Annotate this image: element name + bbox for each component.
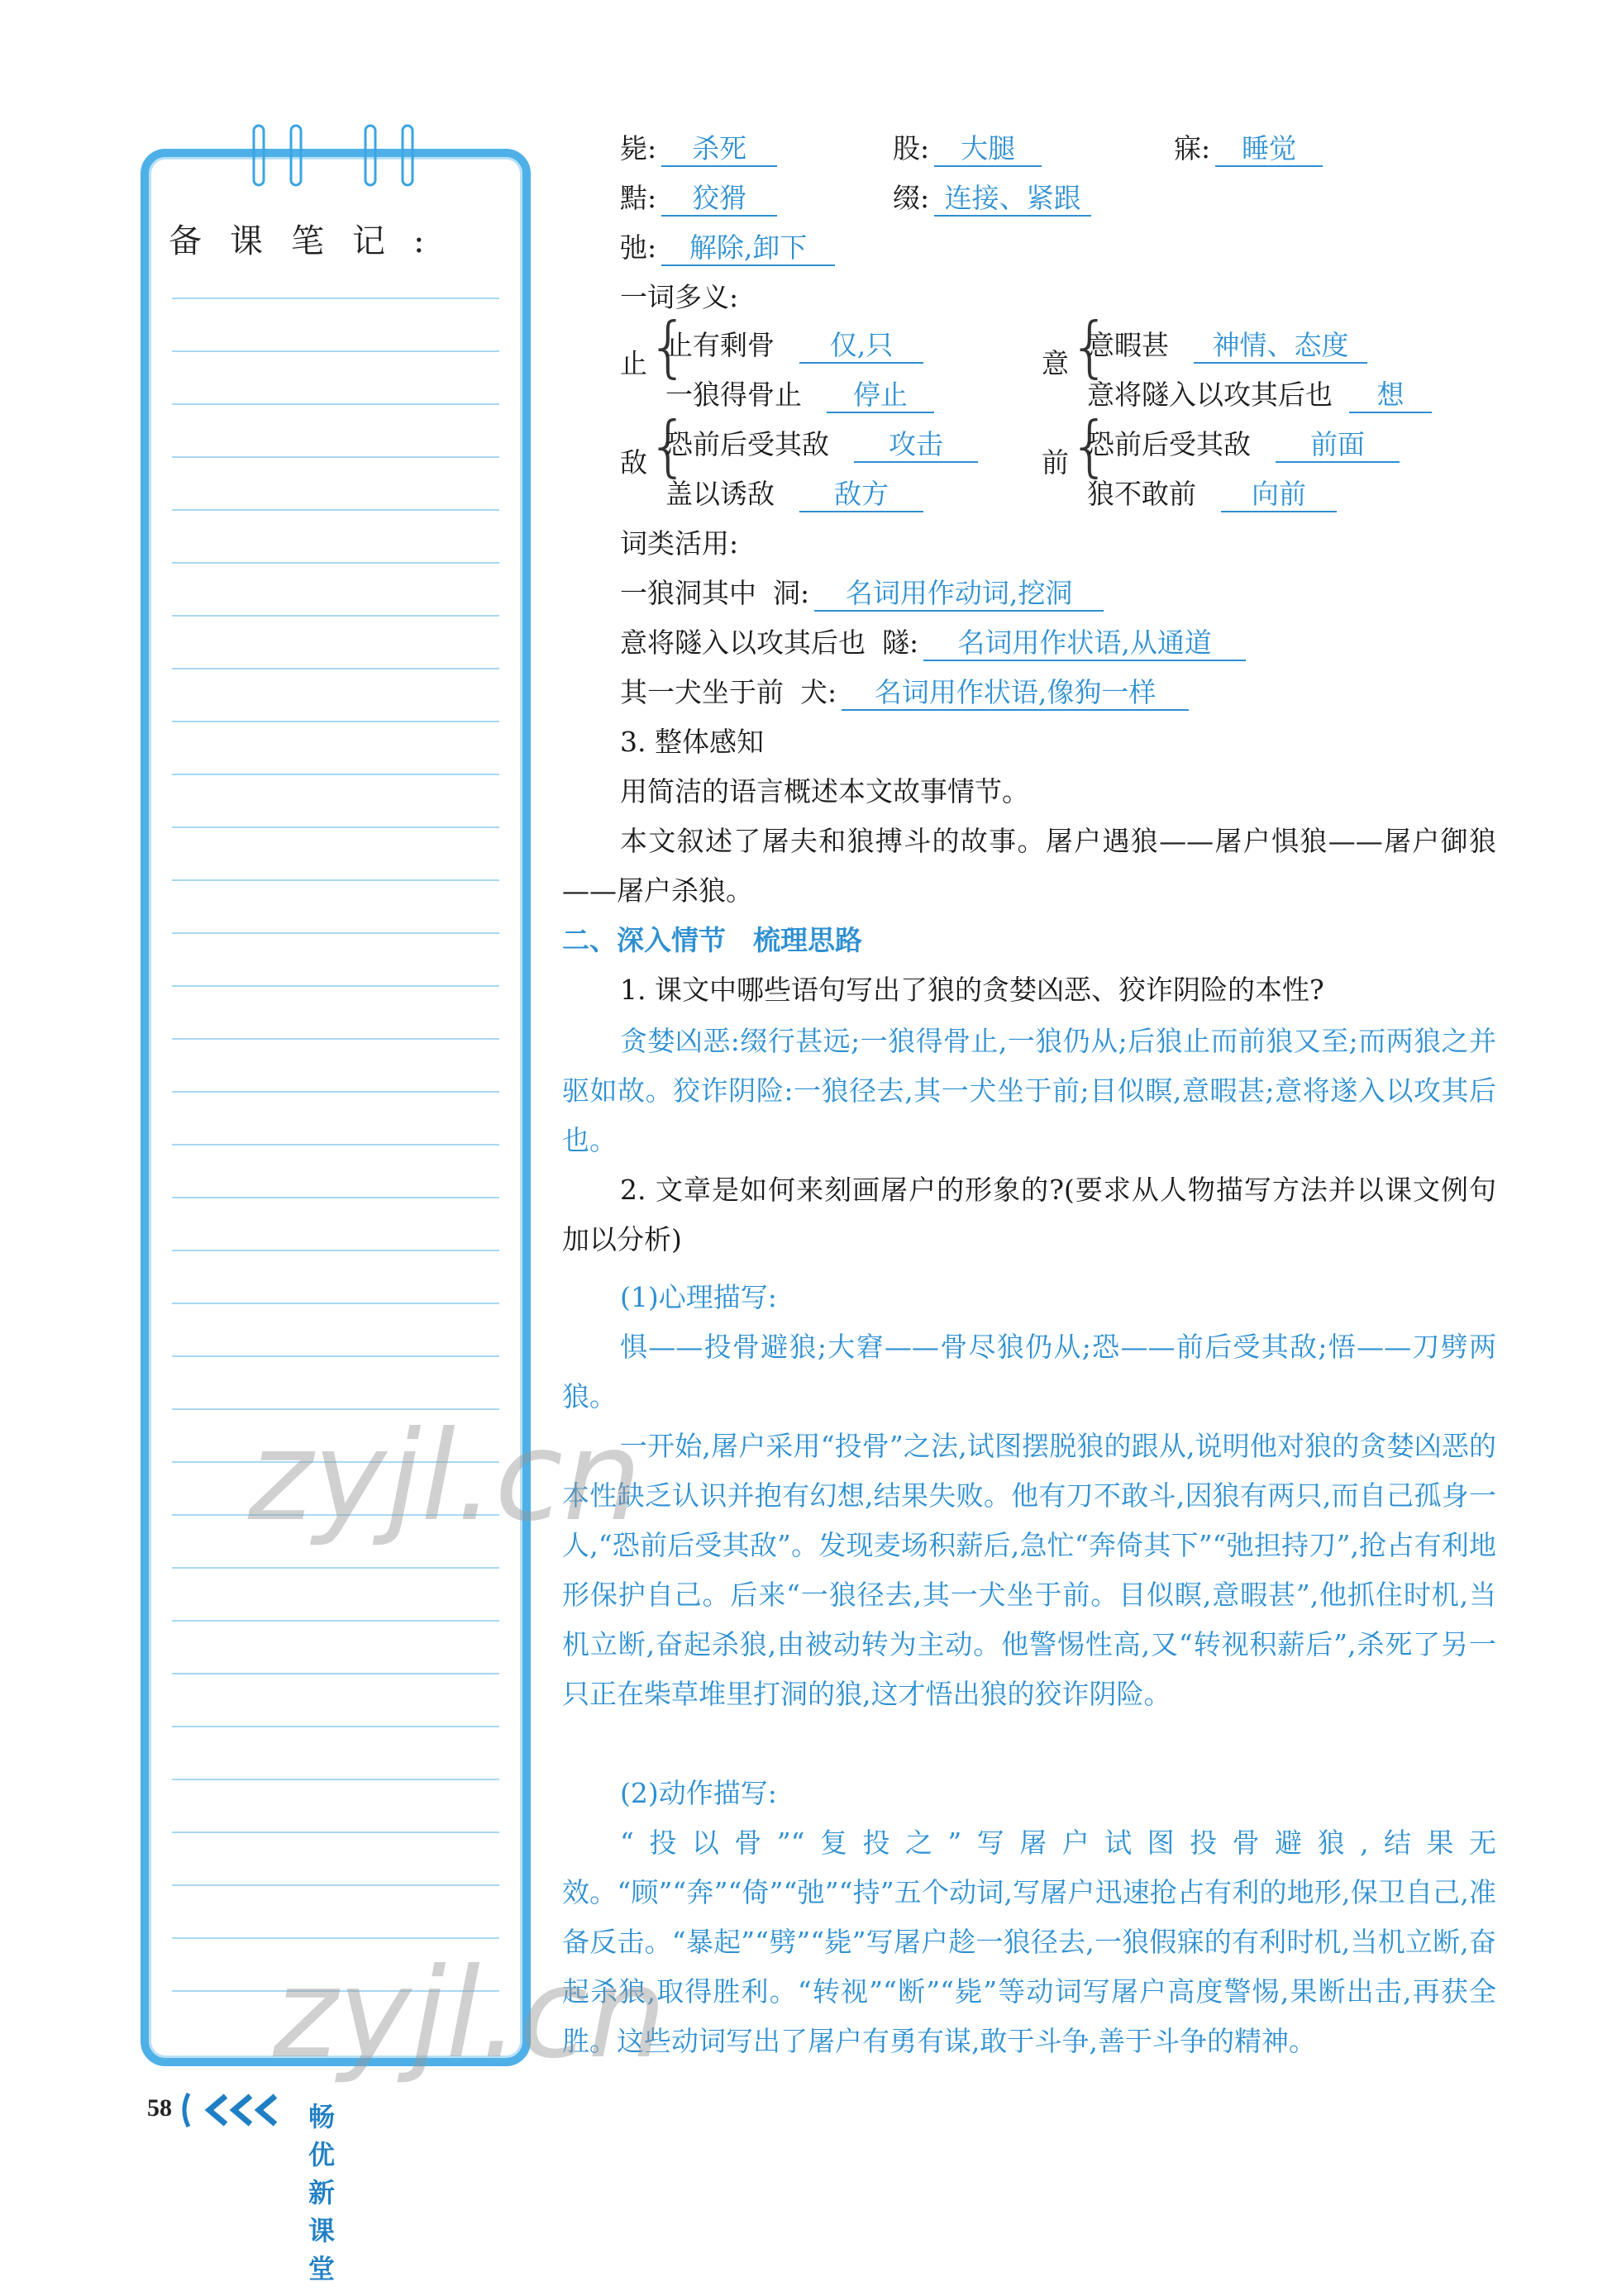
polysemy-item: 止有剩骨 仅,只 [665,329,923,364]
notes-title: 备课笔记: [169,222,453,260]
overall-heading: 3. 整体感知 [620,726,764,758]
wordclass-title: 词类活用: [620,527,739,560]
subheading-psych: (1)心理描写: [620,1281,777,1313]
polysemy-char: 意 [1042,347,1069,379]
wordclass-item: 意将隧入以攻其后也 隧: 名词用作状语,从通道 [620,626,1246,661]
answer-1: 贪婪凶恶:缀行甚远;一狼得骨止,一狼仍从;后狼止而前狼又至;而两狼之并驱如故。狡诈阴险:一狼径去,其一犬坐于前;目似瞑,意暇甚;意将遂入以攻其后也。 [562,1025,1496,1156]
polysemy-item: 意暇甚 神情、态度 [1087,329,1367,364]
notes-lines [172,298,499,2041]
overall-answer: 本文叙述了屠夫和狼搏斗的故事。屠户遇狼——屠户惧狼——屠户御狼——屠户杀狼。 [562,825,1496,907]
vocab-item: 缀: 连接、紧跟 [893,182,1091,217]
polysemy-item: 意将隧入以攻其后也 想 [1087,379,1432,413]
vocab-item: 黠: 狡猾 [620,182,777,217]
notes-panel [141,149,531,2066]
vocab-item: 寐: 睡觉 [1174,132,1323,167]
polysemy-item: 狼不敢前 向前 [1087,478,1337,512]
vocab-item: 弛: 解除,卸下 [620,231,835,266]
answer-psych-detail: 一开始,屠户采用“投骨”之法,试图摆脱狼的跟从,说明他对狼的贪婪凶恶的本性缺乏认识并抱有幻想,结果失败。他有刀不敢斗,因狼有两只,而自己孤身一人,“恐前后受其敌”。发现麦场积薪后,急忙“奔倚其下”“弛担持刀”,抢占有利地形保护自己。后来“一狼径去,其一犬坐于前。目似瞑,意暇甚”,他抓住时机,当机立断,奋起杀狼,由被动转为主动。他警惕性高,又“转视积薪后”,杀死了另一只正在柴草堆里打洞的狼,这才悟出狼的狡诈阴险。 [562,1430,1496,1710]
vocab-item: 毙: 杀死 [620,132,777,167]
polysemy-char: 止 [620,347,647,379]
answer-psych-summary: 惧——投骨避狼;大窘——骨尽狼仍从;恐——前后受其敌;悟——刀劈两狼。 [562,1331,1496,1412]
polysemy-item: 一狼得骨止 停止 [665,379,934,413]
polysemy-title: 一词多义: [620,281,739,313]
overall-question: 用简洁的语言概述本文故事情节。 [620,775,1029,807]
ring-icon [289,124,303,187]
question-1: 1. 课文中哪些语句写出了狼的贪婪凶恶、狡诈阴险的本性? [620,974,1324,1006]
wordclass-item: 一狼洞其中 洞: 名词用作动词,挖洞 [620,577,1104,612]
ring-icon [364,124,377,187]
watermark-logo: zyjl.cn [248,1405,642,1549]
ring-icon [252,124,265,187]
polysemy-char: 前 [1042,446,1069,479]
wordclass-item: 其一犬坐于前 犬: 名词用作状语,像狗一样 [620,676,1189,711]
page-number: 58 [147,2094,172,2122]
vocab-item: 股: 大腿 [893,132,1042,167]
answer-action: “投以骨”“复投之”写屠户试图投骨避狼,结果无效。“顾”“奔”“倚”“弛”“持”五个动词,写屠户迅速抢占有利的地形,保卫自己,准备反击。“暴起”“劈”“毙”写屠户趁一狼径去,一狼假寐的有利时机,当机立断,奋起杀狼,取得胜利。“转视”“断”“毙”等动词写屠户高度警惕,果断出击,再获全胜。这些动词写出了屠户有勇有谋,敢于斗争,善于斗争的精神。 [562,1827,1496,2057]
brand-name: 畅优新课堂 [308,2101,337,2284]
polysemy-char: 敌 [620,446,647,479]
section-title: 二、深入情节 梳理思路 [562,924,862,956]
chevron-left-icon [180,2089,304,2134]
watermark-logo: zyjl.cn [273,1942,667,2086]
ring-icon [401,124,414,187]
polysemy-item: 恐前后受其敌 前面 [1087,428,1400,463]
polysemy-item: 盖以诱敌 敌方 [665,478,923,512]
question-2: 2. 文章是如何来刻画屠户的形象的?(要求从人物描写方法并以课文例句加以分析) [562,1174,1496,1255]
polysemy-item: 恐前后受其敌 攻击 [665,428,978,463]
subheading-action: (2)动作描写: [620,1777,777,1809]
